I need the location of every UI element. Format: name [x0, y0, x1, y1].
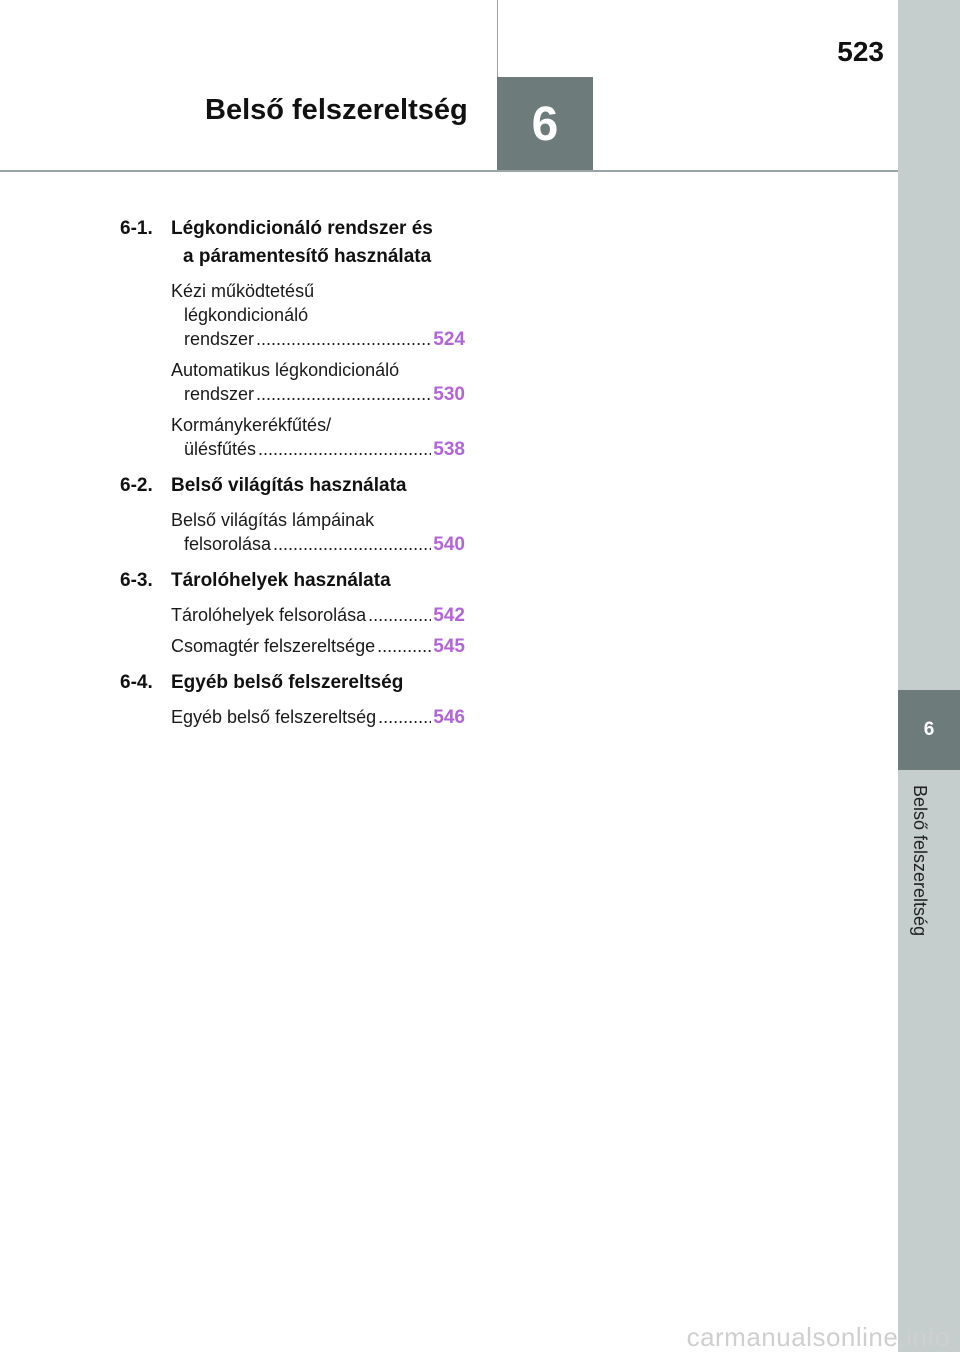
entry-text-line: felsorolása: [184, 534, 272, 554]
entry-text-line: Belső világítás lámpáinak: [171, 510, 375, 530]
dot-leader: [256, 382, 431, 406]
toc-entry[interactable]: [120, 634, 465, 659]
page-number: 523: [837, 36, 884, 67]
section-title: [171, 567, 465, 595]
chapter-number: 6: [531, 97, 559, 151]
watermark: carmanualsonline.info: [686, 1322, 950, 1352]
section-heading[interactable]: [120, 472, 465, 500]
side-strip: [898, 0, 960, 1352]
toc-entry[interactable]: [120, 279, 465, 352]
section-number: 6-1.: [120, 218, 153, 239]
page-link[interactable]: 542: [433, 605, 465, 626]
section-title-line: Tárolóhelyek használata: [171, 570, 391, 591]
dot-leader: [258, 437, 431, 461]
section-heading[interactable]: [120, 567, 465, 595]
section-title-line: Belső világítás használata: [171, 475, 407, 496]
toc-section: [120, 215, 465, 462]
toc-entry[interactable]: [120, 603, 465, 628]
dot-leader: [256, 327, 431, 351]
page-link[interactable]: 545: [433, 636, 465, 657]
toc-section: [120, 669, 465, 730]
toc-entry[interactable]: [120, 508, 465, 557]
page-link[interactable]: 524: [433, 329, 465, 350]
section-title: [171, 472, 465, 500]
header-divider: [0, 170, 898, 172]
section-number: 6-2.: [120, 475, 153, 496]
toc-section: [120, 472, 465, 557]
section-title-line: Légkondicionáló rendszer és: [171, 218, 433, 239]
entry-text-line: Kézi működtetésű: [171, 281, 315, 301]
page-link[interactable]: 530: [433, 384, 465, 405]
section-title: [171, 669, 465, 697]
entry-text-line: Csomagtér felszereltsége: [171, 636, 376, 656]
dot-leader: [377, 634, 431, 658]
side-chapter-label: Belső felszereltség: [910, 785, 930, 937]
entry-text-line: Kormánykerékfűtés/: [171, 415, 332, 435]
entry-text-line: rendszer: [184, 384, 255, 404]
entry-text-line: Egyéb belső felszereltség: [171, 707, 377, 727]
section-title-line: Egyéb belső felszereltség: [171, 672, 404, 693]
page-link[interactable]: 546: [433, 707, 465, 728]
dot-leader: [368, 603, 431, 627]
section-number: 6-3.: [120, 570, 153, 591]
section-title: [171, 215, 465, 271]
chapter-number-box: [497, 77, 593, 171]
entry-text-line: Tárolóhelyek felsorolása: [171, 605, 367, 625]
entry-text-line: légkondicionáló: [184, 305, 309, 325]
side-tab-number: 6: [923, 719, 935, 740]
section-number: 6-4.: [120, 672, 153, 693]
side-chapter-tab[interactable]: [898, 690, 960, 770]
toc-section: [120, 567, 465, 659]
dot-leader: [378, 705, 431, 729]
toc-entry[interactable]: [120, 413, 465, 462]
entry-text-line: Automatikus légkondicionáló: [171, 360, 400, 380]
section-heading[interactable]: [120, 215, 465, 271]
chapter-title: Belső felszereltség: [205, 94, 468, 126]
entry-text-line: rendszer: [184, 329, 255, 349]
header-divider-vertical: [497, 0, 498, 77]
section-title-line: a páramentesítő használata: [183, 246, 432, 267]
dot-leader: [273, 532, 431, 556]
table-of-contents: [120, 215, 465, 740]
entry-text-line: ülésfűtés: [184, 439, 257, 459]
page-link[interactable]: 540: [433, 534, 465, 555]
page-link[interactable]: 538: [433, 439, 465, 460]
toc-entry[interactable]: [120, 705, 465, 730]
section-heading[interactable]: [120, 669, 465, 697]
toc-entry[interactable]: [120, 358, 465, 407]
